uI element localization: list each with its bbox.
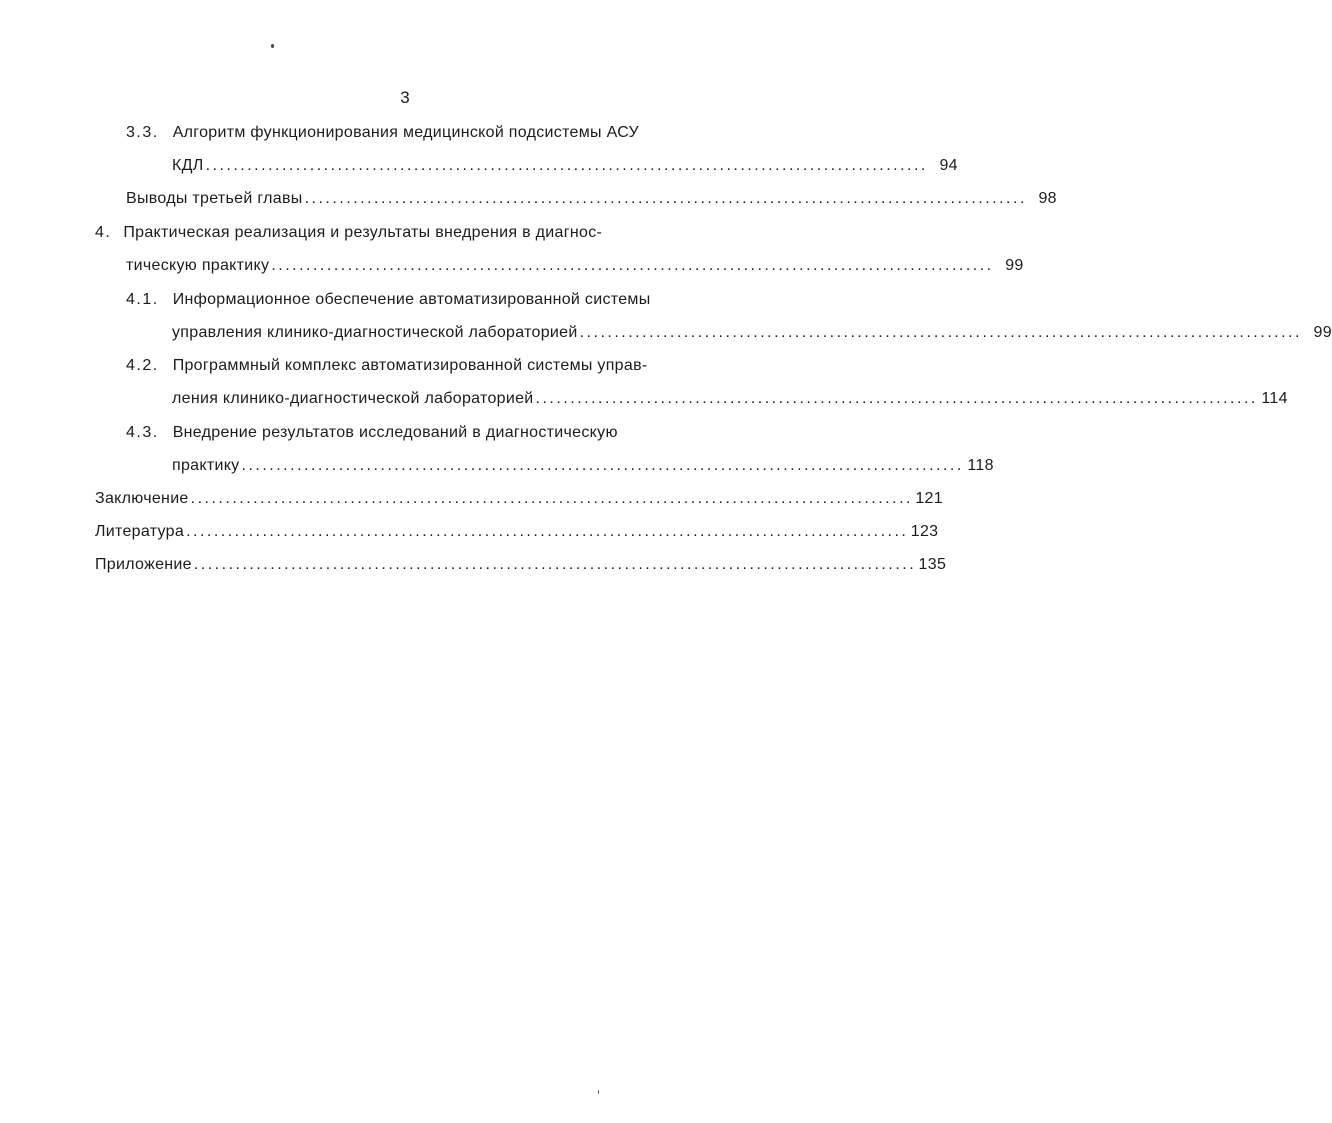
toc-entry-title: Выводы третьей главы [126, 190, 303, 207]
toc-entry-4-3-line1 [126, 421, 618, 445]
scan-speck [598, 1090, 599, 1094]
toc-entry-title-continued: тическую практику [126, 257, 270, 274]
toc-entry-title-continued: ления клинико-диагностической лабораторией [172, 390, 534, 407]
dot-leader: ........................................................................................................ [186, 523, 909, 540]
dot-leader: ........................................................................................................ [579, 324, 1302, 341]
toc-entry-title: Заключение [95, 490, 189, 507]
toc-entry-page: 94 [939, 157, 958, 174]
toc-entry-page: 121 [915, 490, 943, 507]
toc-entry-title: Литература [95, 523, 185, 540]
toc-entry-number: 4. [95, 224, 112, 241]
toc-entry-3-3-line1 [126, 121, 639, 145]
toc-entry-title: Приложение [95, 556, 192, 573]
toc-entry-4-line1 [95, 221, 602, 245]
toc-entry-conclusion [95, 487, 943, 511]
dot-leader: ........................................................................................................ [535, 390, 1258, 407]
toc-entry-number: 4.2. [126, 357, 159, 374]
dot-leader: ........................................................................................................ [190, 490, 913, 507]
toc-entry-title: Информационное обеспечение автоматизированной системы [172, 291, 651, 308]
toc-entry-page: 135 [918, 556, 947, 573]
dot-leader: ........................................................................................................ [193, 556, 917, 573]
toc-entry-4-3-line2 [172, 454, 994, 478]
toc-entry-page: 98 [1038, 190, 1057, 207]
toc-entry-3-3-line2 [172, 154, 958, 178]
toc-entry-literature [95, 520, 939, 544]
toc-entry-page: 118 [967, 457, 994, 474]
toc-entry-page: 99 [1313, 324, 1332, 341]
toc-entry-4-2-line1 [126, 354, 648, 378]
toc-entry-4-1-line1 [126, 288, 651, 312]
toc-entry-title: Алгоритм функционирования медицинской подсистемы АСУ [172, 124, 639, 141]
toc-entry-page: 99 [1005, 257, 1024, 274]
dot-leader: ........................................................................................................ [304, 190, 1027, 207]
toc-entry-title-continued: практику [172, 457, 240, 474]
toc-entry-title-continued: управления клинико-диагностической лабораторией [172, 324, 578, 341]
toc-entry-page: 114 [1261, 390, 1288, 407]
toc-entry-conclusions-ch3 [126, 187, 1057, 211]
toc-entry-4-2-line2 [172, 387, 1288, 411]
dot-leader: ........................................................................................................ [241, 457, 964, 474]
toc-entry-title: Внедрение результатов исследований в диагностическую [172, 424, 618, 441]
toc-entry-page: 123 [910, 523, 939, 540]
dot-leader: ........................................................................................................ [205, 157, 928, 174]
toc-entry-title-continued: КДЛ [172, 157, 204, 174]
toc-entry-4-line2 [126, 254, 1024, 278]
toc-entry-appendix [95, 553, 947, 577]
toc-entry-number: 4.1. [126, 291, 159, 308]
toc-entry-title: Программный комплекс автоматизированной системы управ- [172, 357, 648, 374]
toc-entry-number: 3.3. [126, 124, 159, 141]
dot-leader: ........................................................................................................ [271, 257, 994, 274]
toc-entry-4-1-line2 [172, 321, 1332, 345]
scan-speck [271, 44, 274, 48]
page-number: 3 [400, 88, 410, 107]
toc-entry-number: 4.3. [126, 424, 159, 441]
toc-entry-title: Практическая реализация и результаты внедрения в диагнос- [123, 224, 603, 241]
